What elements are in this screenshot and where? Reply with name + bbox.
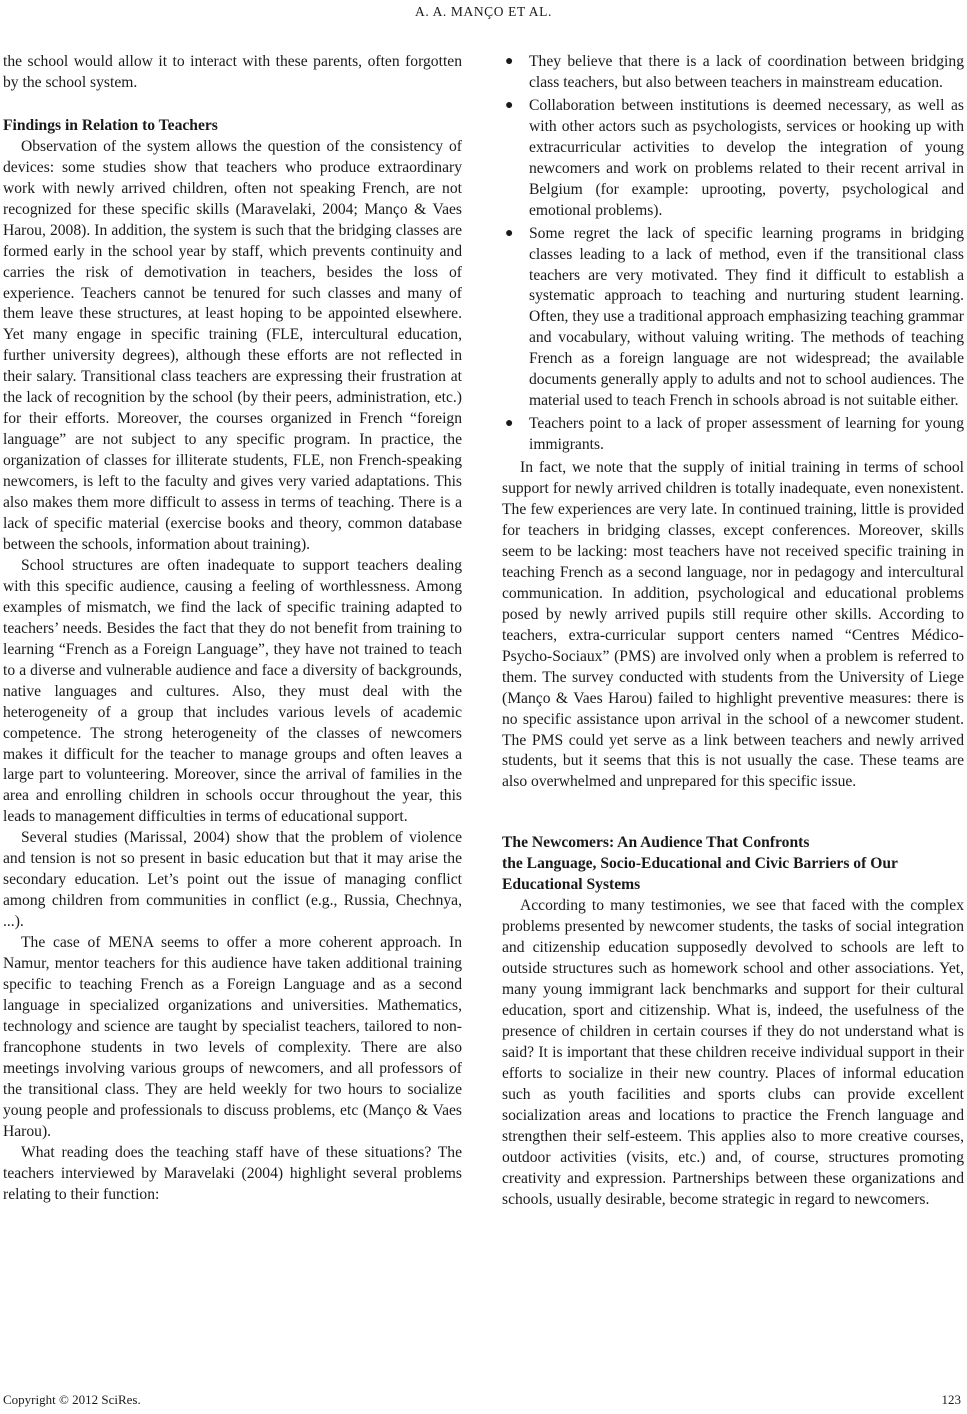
list-item [502, 224, 964, 413]
body-paragraph: What reading does the teaching staff have of these situations? The teachers interviewed by Maravelaki (2004) highlight several problems relating to their function: [3, 1143, 462, 1203]
copyright-notice: Copyright © 2012 SciRes. [3, 1392, 141, 1407]
body-paragraph: Several studies (Marissal, 2004) show that the problem of violence and tension is not so present in basic education but that it may arise the secondary education. Let’s point out the issue of managing conflict among children from communities in conflict (e.g., Russia, Chechnya, ...). [3, 829, 462, 931]
list-item-text: Teachers point to a lack of proper assessment of learning for young immigrants. [529, 415, 964, 454]
body-paragraph: Observation of the system allows the question of the consistency of devices: some studies show that teachers who produce extraordinary work with newly arrived children, often not speaking French, are not recognized for these specific skills (Maravelaki, 2004; Manço & Vaes Harou, 2008). In addition, the system is such that the bridging classes are formed early in the school year by staff, which prevents continuity and carries the risk of demotivation in teachers, besides the loss of experience. Teachers cannot be tenured for such classes and many of them leave these structures, at least hoping to be appointed elsewhere. Yet many engage in specific training (FLE, intercultural education, further university degrees), although these efforts are not reflected in their salary. Transitional class teachers are expressing their frustration at the lack of recognition by the school (by their peers, administration, etc.) for their efforts. Moreover, the courses organized in French “foreign language” are not subject to any specific program. In practice, the organization of classes for illiterate students, FLE, non French-speaking newcomers, is left to the faculty and gives very varied adaptations. This also makes them more difficult to assess in terms of teaching. There is a lack of specific material (exercise books and theory, common database between the schools, information about training). [3, 137, 462, 553]
right-column [502, 52, 964, 1211]
list-item-text: They believe that there is a lack of coordination between bridging class teachers, but also between teachers in mainstream education. [529, 53, 964, 91]
heading-line-1: The Newcomers: An Audience That Confronts [502, 834, 810, 852]
list-item-text: Collaboration between institutions is deemed necessary, as well as with other actors such as psychologists, services or hooking up with extracurricular activities to develop the integration of young newcomers and work on problems related to their recent arrival in Belgium (for example: uprooting, poverty, psychological and emotional problems). [529, 96, 964, 219]
body-paragraph: The case of MENA seems to offer a more coherent approach. In Namur, mentor teachers for this audience have taken additional training specific to teaching French as a Foreign Language and as a second language in specialized organizations and universities. Mathematics, technology and science are taught by specialist teachers, tailored to non-francophone students in two levels of complexity. There are also meetings involving various groups of newcomers, and all professors of the transitional class. They are held weekly for two hours to socialize young people and professionals to discuss problems, etc (Manço & Vaes Harou). [3, 934, 462, 1140]
left-column [3, 52, 462, 1205]
bullet-icon: ● [505, 225, 514, 241]
body-paragraph: School structures are often inadequate to support teachers dealing with this specific audience, causing a feeling of worthlessness. Among examples of mismatch, we find the lack of specific training adapted to teachers’ needs. Besides the fact that they do not benefit from training to learning “French as a Foreign Language”, they have not trained to teach to a diverse and vulnerable audience and face a diversity of backgrounds, native languages and cultures. Also, they must deal with the heterogeneity of a group that includes various levels of academic competence. The strong heterogeneity of the classes of newcomers makes it difficult for the teacher to manage groups and often leaves a large part to volunteering. Moreover, since the arrival of families in the area and enrolling children in schools occur throughout the year, this leads to management difficulties in terms of educational support. [3, 556, 462, 826]
problem-list [502, 52, 964, 456]
body-paragraph: In fact, we note that the supply of initial training in terms of school support for newly arrived children is totally inadequate, even nonexistent. The few experiences are very late. In continued training, little is provided for teachers in bridging classes, except conferences. Moreover, skills seem to be lacking: most teachers have not received specific training in teaching French as a second language, nor in pedagogy and intercultural communication. In addition, psychological and educational problems posed by newly arrived pupils still require other skills. According to teachers, extra-curricular support centers named “Centres Médico-Psycho-Sociaux” (PMS) are involved only when a problem is referred to them. The survey conducted with students from the University of Liege (Manço & Vaes Harou) failed to highlight preventive measures: there is no specific assistance upon arrival in the school of a newcomer student. The PMS could yet serve as a link between teachers and newly arrived students, but it seems that this is not usually the case. These teams are also overwhelmed and unprepared for this specific issue. [502, 459, 964, 791]
bullet-icon: ● [505, 97, 514, 113]
body-paragraph: According to many testimonies, we see that faced with the complex problems presented by newcomer students, the tasks of social integration and citizenship education supposedly devolved to schools are left to outside structures such as homework school and other associations. Yet, many young immigrant lack benchmarks and support for their cultural education, sport and citizenship. What is, indeed, the usefulness of the presence of children in certain courses if they do not understand what is said? It is important that these children receive individual support in their efforts to socialize in their new country. Places of informal education such as youth facilities and sports clubs can provide excellent socialization areas and locations to practice the French language and strengthen their self-esteem. This applies also to more creative courses, outdoor activities (visits, etc.) and, of course, structures promoting creativity and expression. Partnerships between these organizations and schools, usually desirable, become strategic in regard to newcomers. [502, 897, 964, 1208]
heading-line-2: the Language, Socio-Educational and Civic Barriers of Our Educational Systems [502, 855, 898, 894]
running-head: A. A. MANÇO ET AL. [415, 4, 552, 19]
bullet-icon: ● [505, 416, 514, 432]
list-item [502, 96, 964, 222]
list-item [502, 52, 964, 94]
intro-paragraph: the school would allow it to interact with these parents, often forgotten by the school system. [3, 53, 462, 91]
page-number: 123 [941, 1392, 961, 1407]
list-item-text: Some regret the lack of specific learning programs in bridging classes leading to a lack of method, even if the transitional class teachers are very motivated. They find it difficult to establish a systematic approach to teaching and nurturing student learning. Often, they use a traditional approach emphasizing teaching grammar and vocabulary, without valuing writing. The methods of teaching French as a foreign language are not widespread; the available documents generally apply to adults and not to school audiences. The material used to teach French in schools abroad is not suitable either. [529, 224, 964, 410]
list-item [502, 414, 964, 456]
section-heading-newcomers [502, 833, 964, 896]
bullet-icon: ● [505, 54, 514, 69]
section-heading-teachers: Findings in Relation to Teachers [3, 116, 218, 134]
